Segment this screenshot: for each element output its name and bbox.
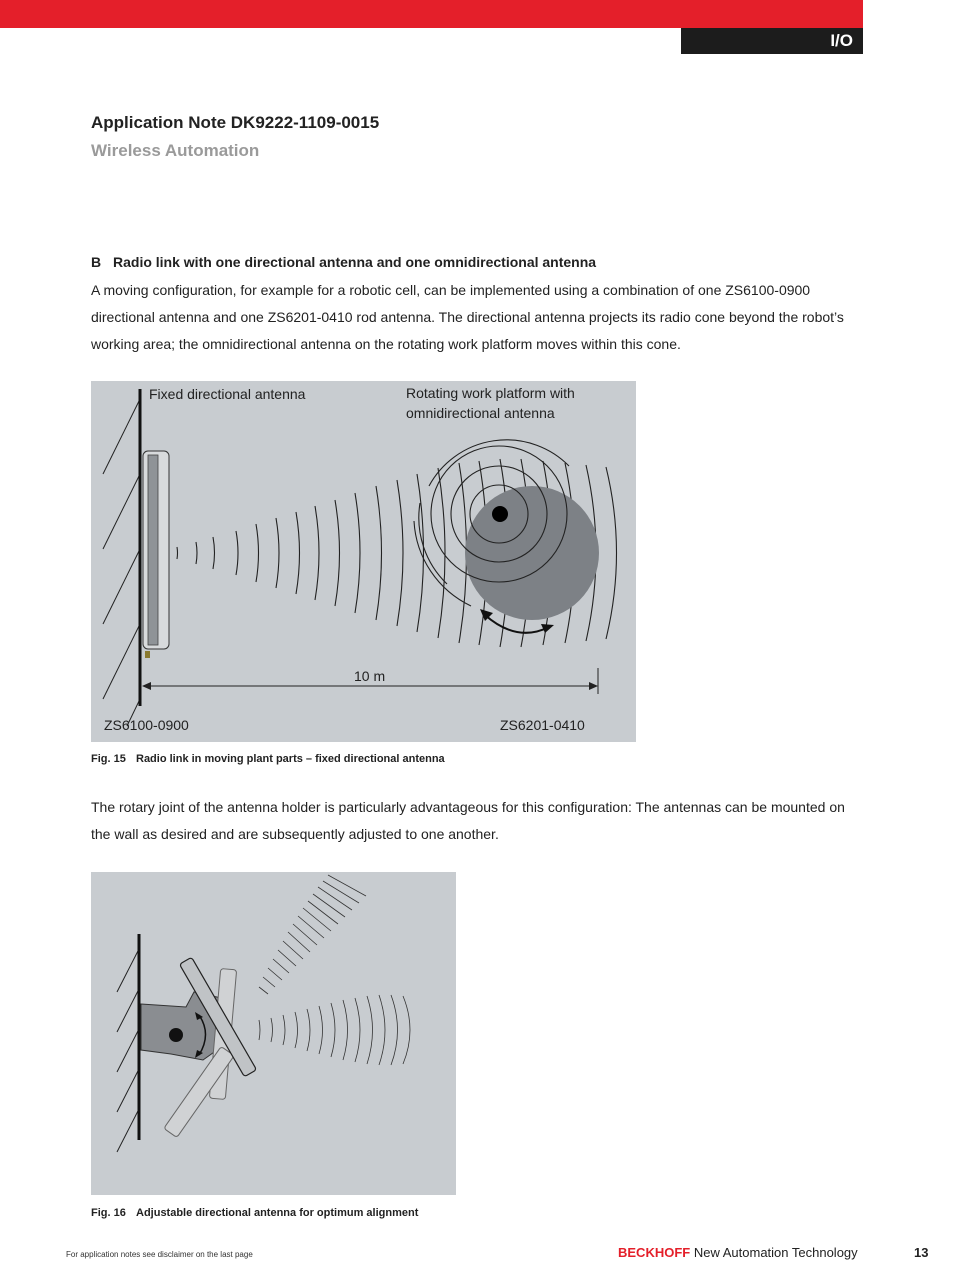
section-heading [91,254,596,270]
footer-disclaimer: For application notes see disclaimer on the last page [66,1250,253,1259]
label-left-model: ZS6100-0900 [104,717,189,733]
brand-name: BECKHOFF [618,1245,691,1260]
label-rotating-platform-line2: omnidirectional antenna [406,405,555,421]
directional-antenna-icon [143,451,169,658]
label-distance: 10 m [354,668,386,684]
page-number: 13 [914,1245,929,1260]
rotary-joint-icon [169,1028,183,1042]
figure-15-caption [91,753,445,765]
rotary-joint-paragraph: The rotary joint of the antenna holder is particularly advantageous for this configuration: The antennas can be mounted on the wall as desired and are subsequently adjusted to one another. [91,799,845,842]
radio-wave-fan-upper [259,875,366,994]
figure-radio-link [91,381,636,742]
radio-wave-fan-middle [259,995,410,1065]
caption-text: Radio link in moving plant parts – fixed directional antenna [136,753,445,765]
top-red-bar [0,0,863,28]
label-fixed-antenna: Fixed directional antenna [149,386,306,402]
figure-16-caption [91,1207,418,1219]
adjustable-antenna-diagram [91,872,456,1195]
omnidirectional-antenna-icon [492,506,508,522]
label-rotating-platform-line1: Rotating work platform with [406,385,575,401]
section-tab: I/O [681,28,863,54]
caption-text: Adjustable directional antenna for optimum alignment [136,1207,419,1219]
section-letter: B [91,254,102,270]
rotating-platform [465,486,599,620]
wall-hatching [117,947,140,1152]
caption-number: Fig. 15 [91,753,126,765]
brand-logo [618,1245,858,1260]
brand-tagline: New Automation Technology [693,1245,858,1260]
section-paragraph: A moving configuration, for example for a robotic cell, can be implemented using a combination of one ZS6100-0900 directional antenna and one ZS6201-0410 rod antenna. The directional antenna projects its radio cone beyond the robot’s working area; the omnidirectional antenna on the rotating work platform moves within this cone. [91,282,844,352]
radio-link-diagram [91,381,636,742]
label-right-model: ZS6201-0410 [500,717,585,733]
wall-hatching [103,399,140,726]
caption-number: Fig. 16 [91,1207,126,1219]
document-subtitle: Wireless Automation [91,141,260,160]
document-title: Application Note DK9222-1109-0015 [91,113,380,132]
section-heading-text: Radio link with one directional antenna and one omnidirectional antenna [113,254,597,270]
figure-adjustable-antenna [91,872,456,1195]
